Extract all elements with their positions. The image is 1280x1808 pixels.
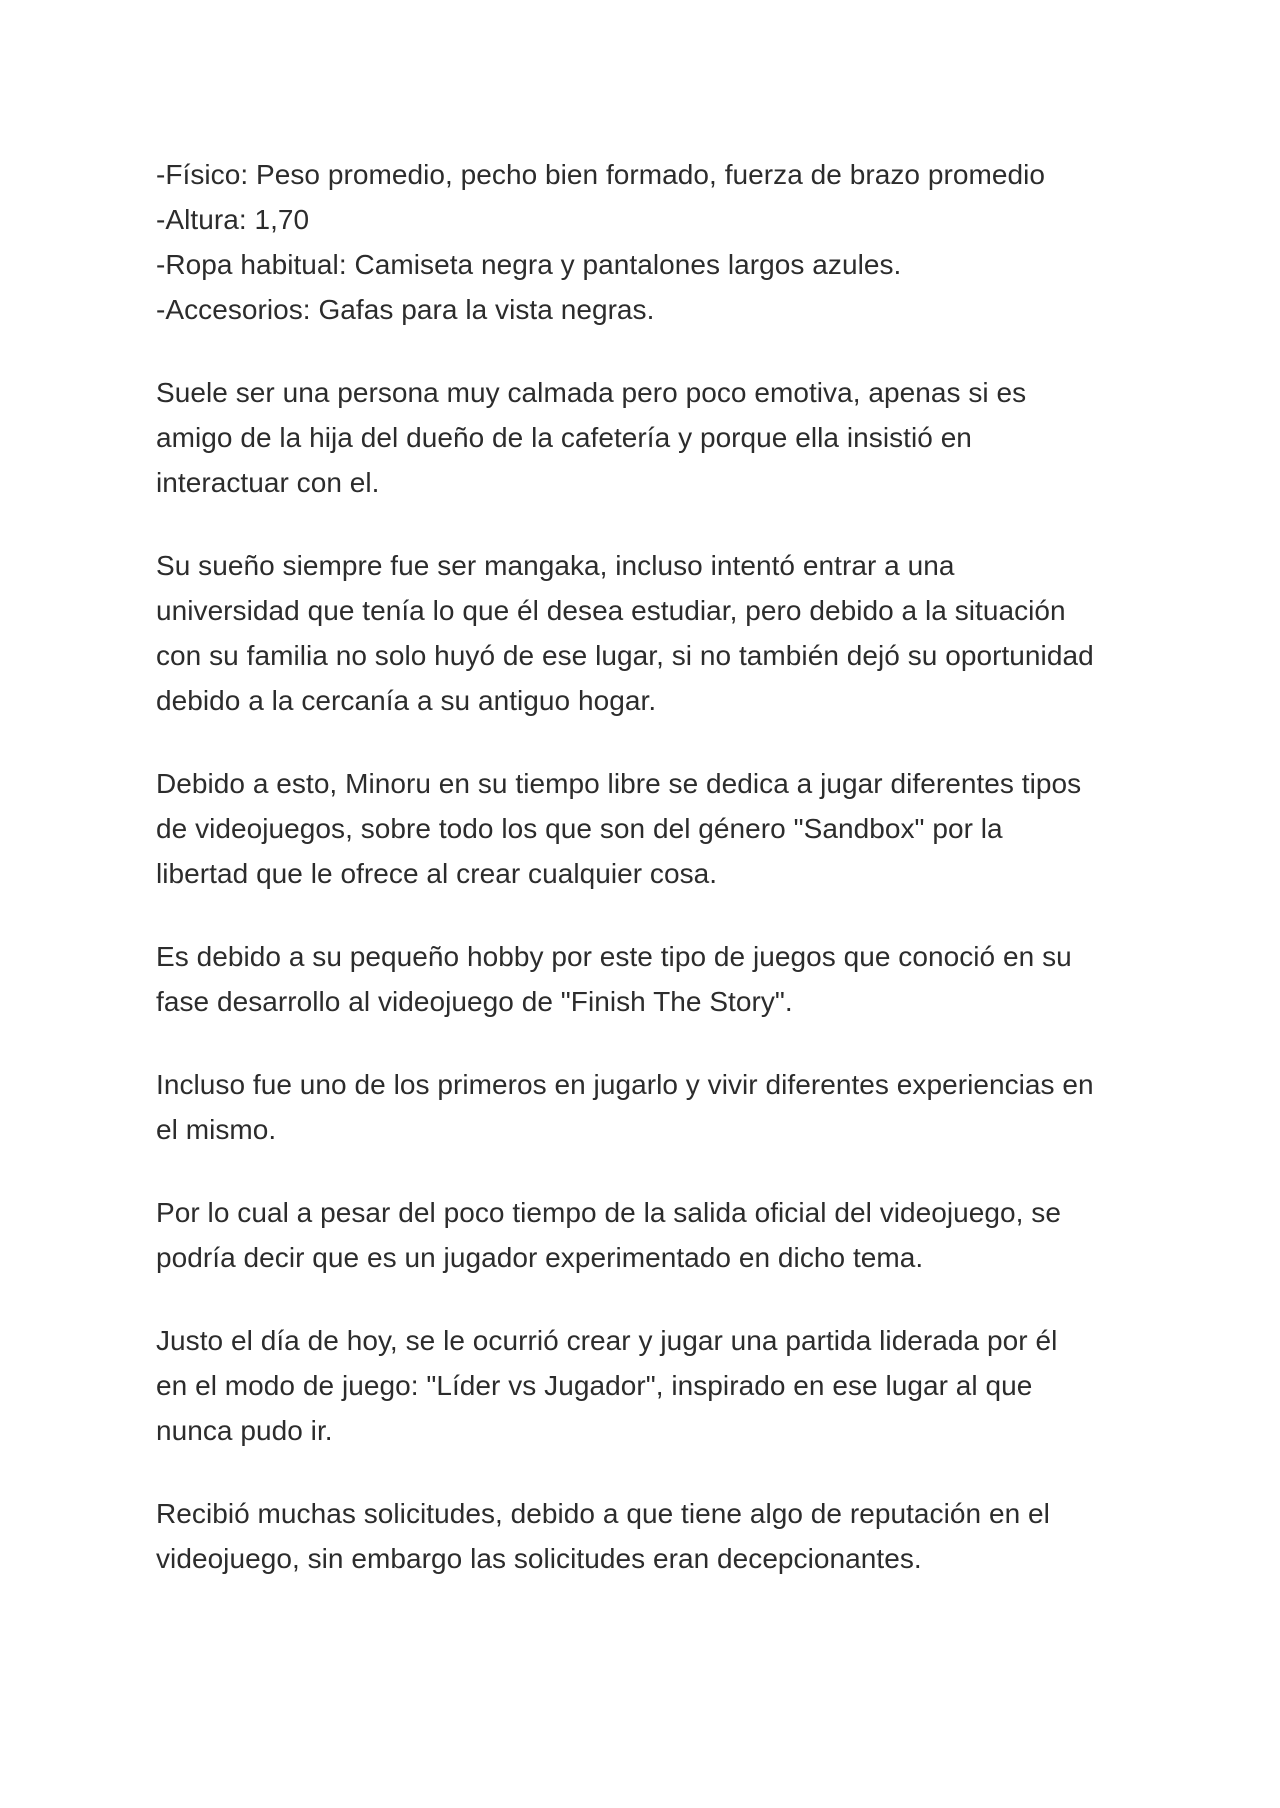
paragraph-line: fase desarrollo al videojuego de "Finish The Story". <box>156 986 793 1017</box>
paragraph-line: universidad que tenía lo que él desea estudiar, pero debido a la situación <box>156 595 1066 626</box>
paragraph-5 <box>156 1062 1156 1152</box>
paragraph-8 <box>156 1491 1156 1581</box>
paragraph-line: videojuego, sin embargo las solicitudes eran decepcionantes. <box>156 1543 922 1574</box>
paragraph-gap <box>156 723 1156 761</box>
paragraph-gap <box>156 505 1156 543</box>
paragraph-4 <box>156 934 1156 1024</box>
profile-line-accessories: -Accesorios: Gafas para la vista negras. <box>156 294 655 325</box>
paragraph-6 <box>156 1190 1156 1280</box>
paragraph-line: con su familia no solo huyó de ese lugar, si no también dejó su oportunidad <box>156 640 1094 671</box>
profile-line-physique: -Físico: Peso promedio, pecho bien formado, fuerza de brazo promedio <box>156 159 1045 190</box>
paragraph-line: el mismo. <box>156 1114 277 1145</box>
profile-list <box>156 152 1156 332</box>
paragraph-1 <box>156 370 1156 505</box>
paragraph-gap <box>156 332 1156 370</box>
paragraph-line: Por lo cual a pesar del poco tiempo de la salida oficial del videojuego, se <box>156 1197 1061 1228</box>
paragraph-line: Recibió muchas solicitudes, debido a que tiene algo de reputación en el <box>156 1498 1050 1529</box>
paragraph-line: de videojuegos, sobre todo los que son del género "Sandbox" por la <box>156 813 1003 844</box>
paragraph-line: Incluso fue uno de los primeros en jugarlo y vivir diferentes experiencias en <box>156 1069 1094 1100</box>
paragraph-line: Es debido a su pequeño hobby por este tipo de juegos que conoció en su <box>156 941 1072 972</box>
paragraph-7 <box>156 1318 1156 1453</box>
paragraph-line: debido a la cercanía a su antiguo hogar. <box>156 685 657 716</box>
paragraph-line: nunca pudo ir. <box>156 1415 333 1446</box>
paragraph-gap <box>156 1453 1156 1491</box>
paragraph-gap <box>156 1024 1156 1062</box>
paragraph-line: Debido a esto, Minoru en su tiempo libre se dedica a jugar diferentes tipos <box>156 768 1082 799</box>
paragraph-3 <box>156 761 1156 896</box>
paragraph-line: en el modo de juego: "Líder vs Jugador", inspirado en ese lugar al que <box>156 1370 1033 1401</box>
paragraph-line: Suele ser una persona muy calmada pero poco emotiva, apenas si es <box>156 377 1027 408</box>
paragraph-line: interactuar con el. <box>156 467 380 498</box>
paragraph-line: Su sueño siempre fue ser mangaka, incluso intentó entrar a una <box>156 550 955 581</box>
paragraph-2 <box>156 543 1156 723</box>
paragraph-line: amigo de la hija del dueño de la cafetería y porque ella insistió en <box>156 422 972 453</box>
paragraph-gap <box>156 1280 1156 1318</box>
profile-line-height: -Altura: 1,70 <box>156 204 310 235</box>
paragraph-gap <box>156 1152 1156 1190</box>
paragraph-gap <box>156 896 1156 934</box>
profile-line-clothing: -Ropa habitual: Camiseta negra y pantalones largos azules. <box>156 249 902 280</box>
paragraph-line: Justo el día de hoy, se le ocurrió crear y jugar una partida liderada por él <box>156 1325 1058 1356</box>
document-body <box>156 152 1156 1581</box>
paragraph-line: libertad que le ofrece al crear cualquier cosa. <box>156 858 718 889</box>
paragraph-line: podría decir que es un jugador experimentado en dicho tema. <box>156 1242 924 1273</box>
